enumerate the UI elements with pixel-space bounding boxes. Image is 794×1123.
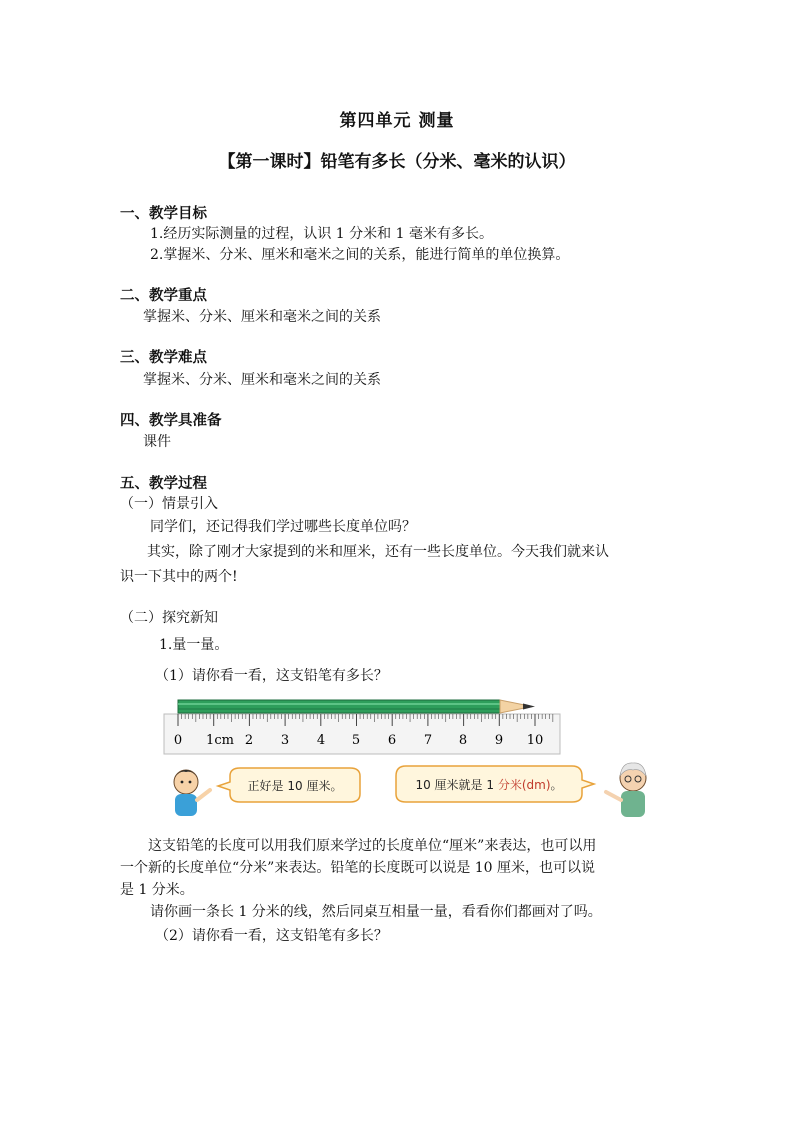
ruler-label: 5: [351, 733, 361, 748]
pencil-ruler-figure: [160, 690, 680, 825]
process-heading: 五、教学过程: [120, 476, 207, 492]
boy-face: [174, 770, 198, 794]
pencil: [178, 700, 535, 713]
lesson-title: 【第一课时】铅笔有多长（分米、毫米的认识）: [218, 152, 576, 172]
question-2: （2）请你看一看，这支铅笔有多长？: [155, 928, 388, 944]
goal-item: 2.掌握米、分米、厘米和毫米之间的关系，能进行简单的单位换算。: [150, 247, 570, 263]
boy-eye: [181, 781, 184, 784]
difficult-heading: 三、教学难点: [120, 350, 207, 366]
prep-text: 课件: [143, 434, 171, 450]
goal-item: 1.经历实际测量的过程，认识 1 分米和 1 毫米有多长。: [150, 226, 493, 242]
intro-line: 识一下其中的两个!: [120, 569, 238, 585]
ruler-label: 3: [280, 733, 290, 748]
para-line: 这支铅笔的长度可以用我们原来学过的长度单位“厘米”来表达，也可以用: [148, 838, 597, 854]
speech-bubble-right: [396, 766, 594, 802]
ruler-label: 9: [494, 733, 504, 748]
difficult-text: 掌握米、分米、厘米和毫米之间的关系: [143, 372, 381, 388]
para-line: 是 1 分米。: [120, 882, 194, 898]
teacher-arm: [606, 792, 621, 800]
ruler-label: 7: [423, 733, 433, 748]
part2-label: （二）探究新知: [120, 610, 218, 626]
boy-shirt: [175, 794, 197, 816]
boy-arm: [197, 790, 210, 800]
ruler-label: 8: [458, 733, 468, 748]
teacher-character: [606, 763, 646, 817]
bubble-right-prefix: 10 厘米就是 1: [415, 778, 498, 792]
speech-bubble-left: [218, 768, 360, 802]
intro-line: 同学们，还记得我们学过哪些长度单位吗？: [150, 519, 416, 535]
prep-heading: 四、教学具准备: [120, 413, 222, 429]
boy-eye: [189, 781, 192, 784]
key-text: 掌握米、分米、厘米和毫米之间的关系: [143, 309, 381, 325]
ruler-label: 0: [173, 733, 183, 748]
unit-title: 第四单元 测量: [339, 111, 455, 131]
bubble-left-text: 正好是 10 厘米。: [247, 779, 343, 793]
bubble-right-text: [415, 777, 562, 792]
part1-label: （一）情景引入: [120, 496, 218, 512]
bubble-right-highlight: 分米(dm): [497, 778, 551, 792]
boy-character: [174, 770, 210, 816]
intro-line: 其实，除了刚才大家提到的米和厘米，还有一些长度单位。今天我们就来认: [147, 544, 609, 560]
ruler-label: 6: [387, 733, 397, 748]
key-heading: 二、教学重点: [120, 288, 207, 304]
para-line: 请你画一条长 1 分米的线，然后同桌互相量一量，看看你们都画对了吗。: [150, 904, 602, 920]
bubble-right-suffix: 。: [550, 778, 563, 792]
ruler-label: 1cm: [206, 733, 234, 748]
question-1: （1）请你看一看，这支铅笔有多长？: [155, 668, 388, 684]
goals-heading: 一、教学目标: [120, 206, 207, 222]
ruler-label: 4: [316, 733, 326, 748]
para-line: 一个新的长度单位“分米”来表达。铅笔的长度既可以说是 10 厘米，也可以说: [120, 860, 596, 876]
ruler-label: 2: [244, 733, 254, 748]
ruler-label: 10: [526, 733, 544, 748]
pencil-tip: [523, 704, 535, 710]
teacher-jacket: [621, 791, 645, 817]
pencil-body: [178, 700, 500, 713]
step1: 1.量一量。: [159, 637, 229, 653]
